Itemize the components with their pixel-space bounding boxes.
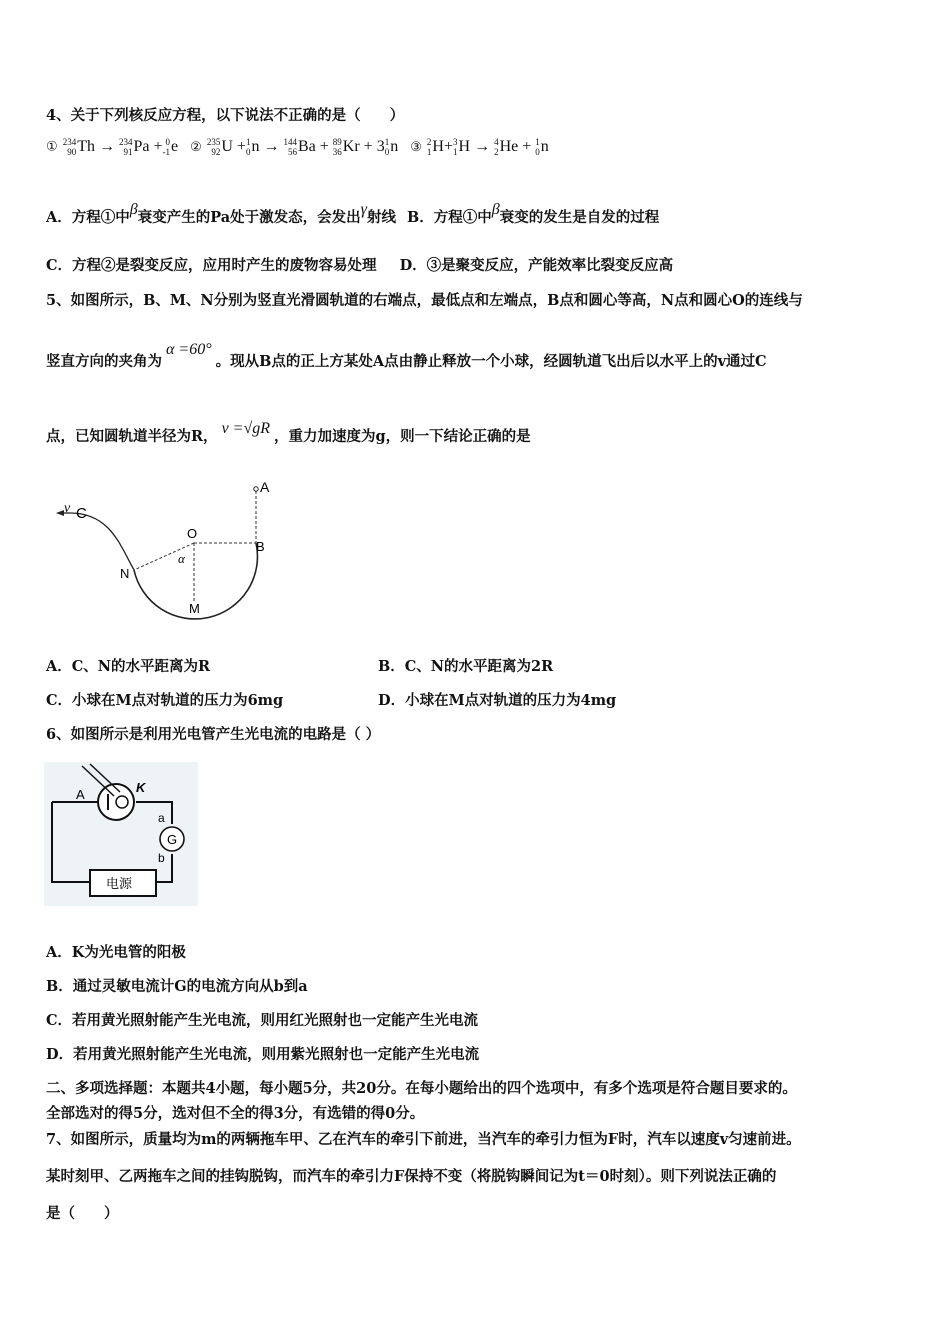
equation-2: 235 92 U + 1 0 n → 144 56 Ba + 89 36 Kr + 3 1 0 n: [206, 137, 399, 157]
q5-line2: 竖直方向的夹角为α =60°。现从B点的正上方某处A点由静止释放一个小球，经圆轨道飞出后以水平上的v通过C: [46, 341, 767, 370]
label-alpha: α: [178, 551, 185, 566]
eq1-marker: ①: [46, 139, 58, 155]
q5-option-c[interactable]: C．小球在M点对轨道的压力为6mg: [46, 692, 284, 709]
q4-option-c[interactable]: C．方程②是裂变反应，应用时产生的废物容易处理: [46, 257, 377, 274]
q5-line3: 点，已知圆轨道半径为R， v =√gR ，重力加速度为g，则一下结论正确的是: [46, 420, 531, 445]
q4-options-ab: [46, 201, 660, 227]
q7-line1: 7、如图所示，质量均为m的两辆拖车甲、乙在汽车的牵引下前进，当汽车的牵引力恒为F时，汽车以速度v匀速前进。: [46, 1131, 801, 1148]
q4-option-a[interactable]: A．方程①中β衰变产生的Pa处于激发态，会发出γ射线: [46, 201, 396, 226]
eq3-marker: ③: [410, 139, 422, 155]
label-a-terminal: a: [158, 811, 165, 825]
q5-option-b[interactable]: B．C、N的水平距离为2R: [378, 658, 554, 675]
label-cathode: K: [136, 780, 146, 795]
orbit-figure: [50, 475, 290, 620]
q6-option-d[interactable]: D．若用黄光照射能产生光电流，则用紫光照射也一定能产生光电流: [46, 1046, 480, 1063]
label-b-terminal: b: [158, 851, 165, 865]
label-b: B: [256, 539, 265, 554]
q6-option-c[interactable]: C．若用黄光照射能产生光电流，则用红光照射也一定能产生光电流: [46, 1012, 479, 1029]
label-n: N: [120, 566, 130, 581]
q6-option-a[interactable]: A．K为光电管的阳极: [46, 944, 186, 961]
q5-option-d[interactable]: D．小球在M点对轨道的压力为4mg: [378, 692, 617, 709]
label-anode: A: [76, 787, 85, 802]
v-expression: v =√gR: [221, 420, 271, 437]
label-c: C: [76, 505, 87, 522]
label-m: M: [189, 601, 200, 616]
q4-option-b[interactable]: B．方程①中β衰变的发生是自发的过程: [407, 201, 660, 226]
eq2-marker: ②: [190, 139, 202, 155]
q4-option-d[interactable]: D．③是聚变反应，产能效率比裂变反应高: [399, 257, 674, 274]
q5-line1: 5、如图所示，B、M、N分别为竖直光滑圆轨道的右端点，最低点和左端点，B点和圆心等高，N点和圆心O的连线与: [46, 292, 803, 309]
q7-line3: 是（ ）: [46, 1205, 119, 1222]
label-v: v: [64, 501, 71, 516]
q5-option-a[interactable]: A．C、N的水平距离为R: [46, 658, 211, 675]
section2-line2: 全部选对的得5分，选对但不全的得3分，有选错的得0分。: [46, 1105, 425, 1122]
section2-line1: 二、多项选择题：本题共4小题，每小题5分，共20分。在每小题给出的四个选项中，有多个选项是符合题目要求的。: [46, 1080, 797, 1097]
label-power: 电源: [106, 877, 133, 892]
q6-stem: 6、如图所示是利用光电管产生光电流的电路是（ ）: [46, 726, 381, 743]
q6-option-b[interactable]: B．通过灵敏电流计G的电流方向从b到a: [46, 978, 308, 995]
equation-3: 2 1 H+ 3 1 H → 4 2 He + 1 0 n: [426, 137, 549, 157]
label-a: A: [260, 479, 270, 495]
q7-line2: 某时刻甲、乙两拖车之间的挂钩脱钩，而汽车的牵引力F保持不变（将脱钩瞬间记为t＝0时刻）。则下列说法正确的: [46, 1168, 777, 1185]
alpha-expression: α =60°: [166, 341, 212, 358]
q4-stem: 4、关于下列核反应方程，以下说法不正确的是（ ）: [46, 107, 405, 124]
ball-a: [254, 487, 258, 491]
photocell-circuit-figure: [44, 762, 198, 906]
label-o: O: [187, 526, 198, 541]
q4-options-cd: [46, 254, 673, 275]
q4-equations: [46, 137, 549, 157]
equation-1: 234 90 Th → 234 91 Pa + 0 -1 e: [62, 137, 179, 157]
radius-on: [134, 543, 194, 570]
label-g: G: [167, 832, 178, 847]
velocity-arrow-icon: [56, 510, 64, 516]
